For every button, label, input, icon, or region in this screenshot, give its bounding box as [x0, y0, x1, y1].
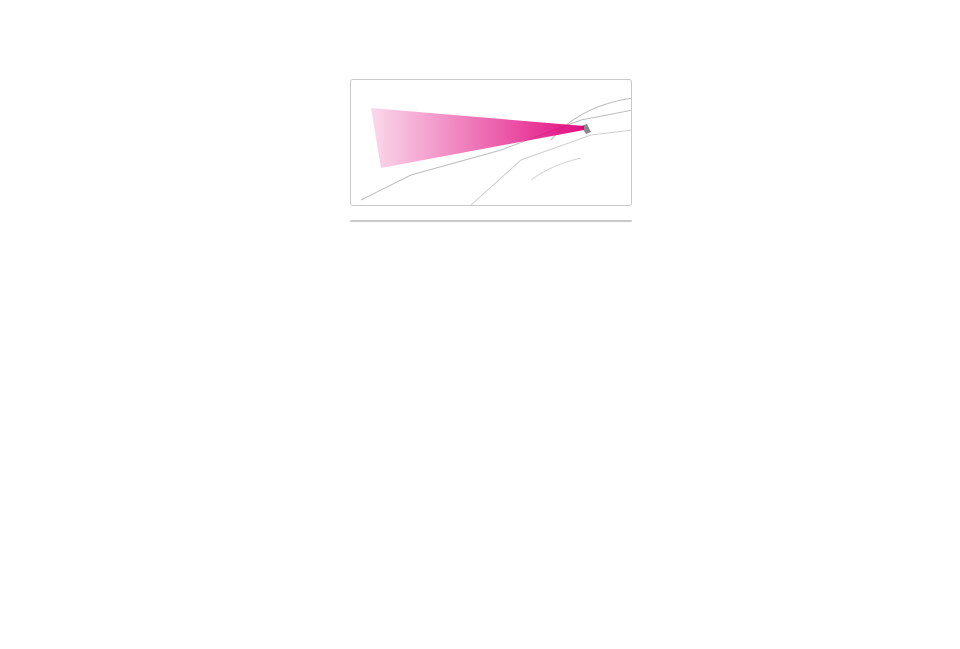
column-middle	[350, 79, 632, 236]
warning-camera-box	[350, 220, 632, 222]
dash-line	[531, 158, 581, 180]
footer-watermark	[0, 623, 960, 649]
windshield-camera-illustration	[350, 79, 632, 206]
camera-diagram-svg	[351, 80, 632, 205]
